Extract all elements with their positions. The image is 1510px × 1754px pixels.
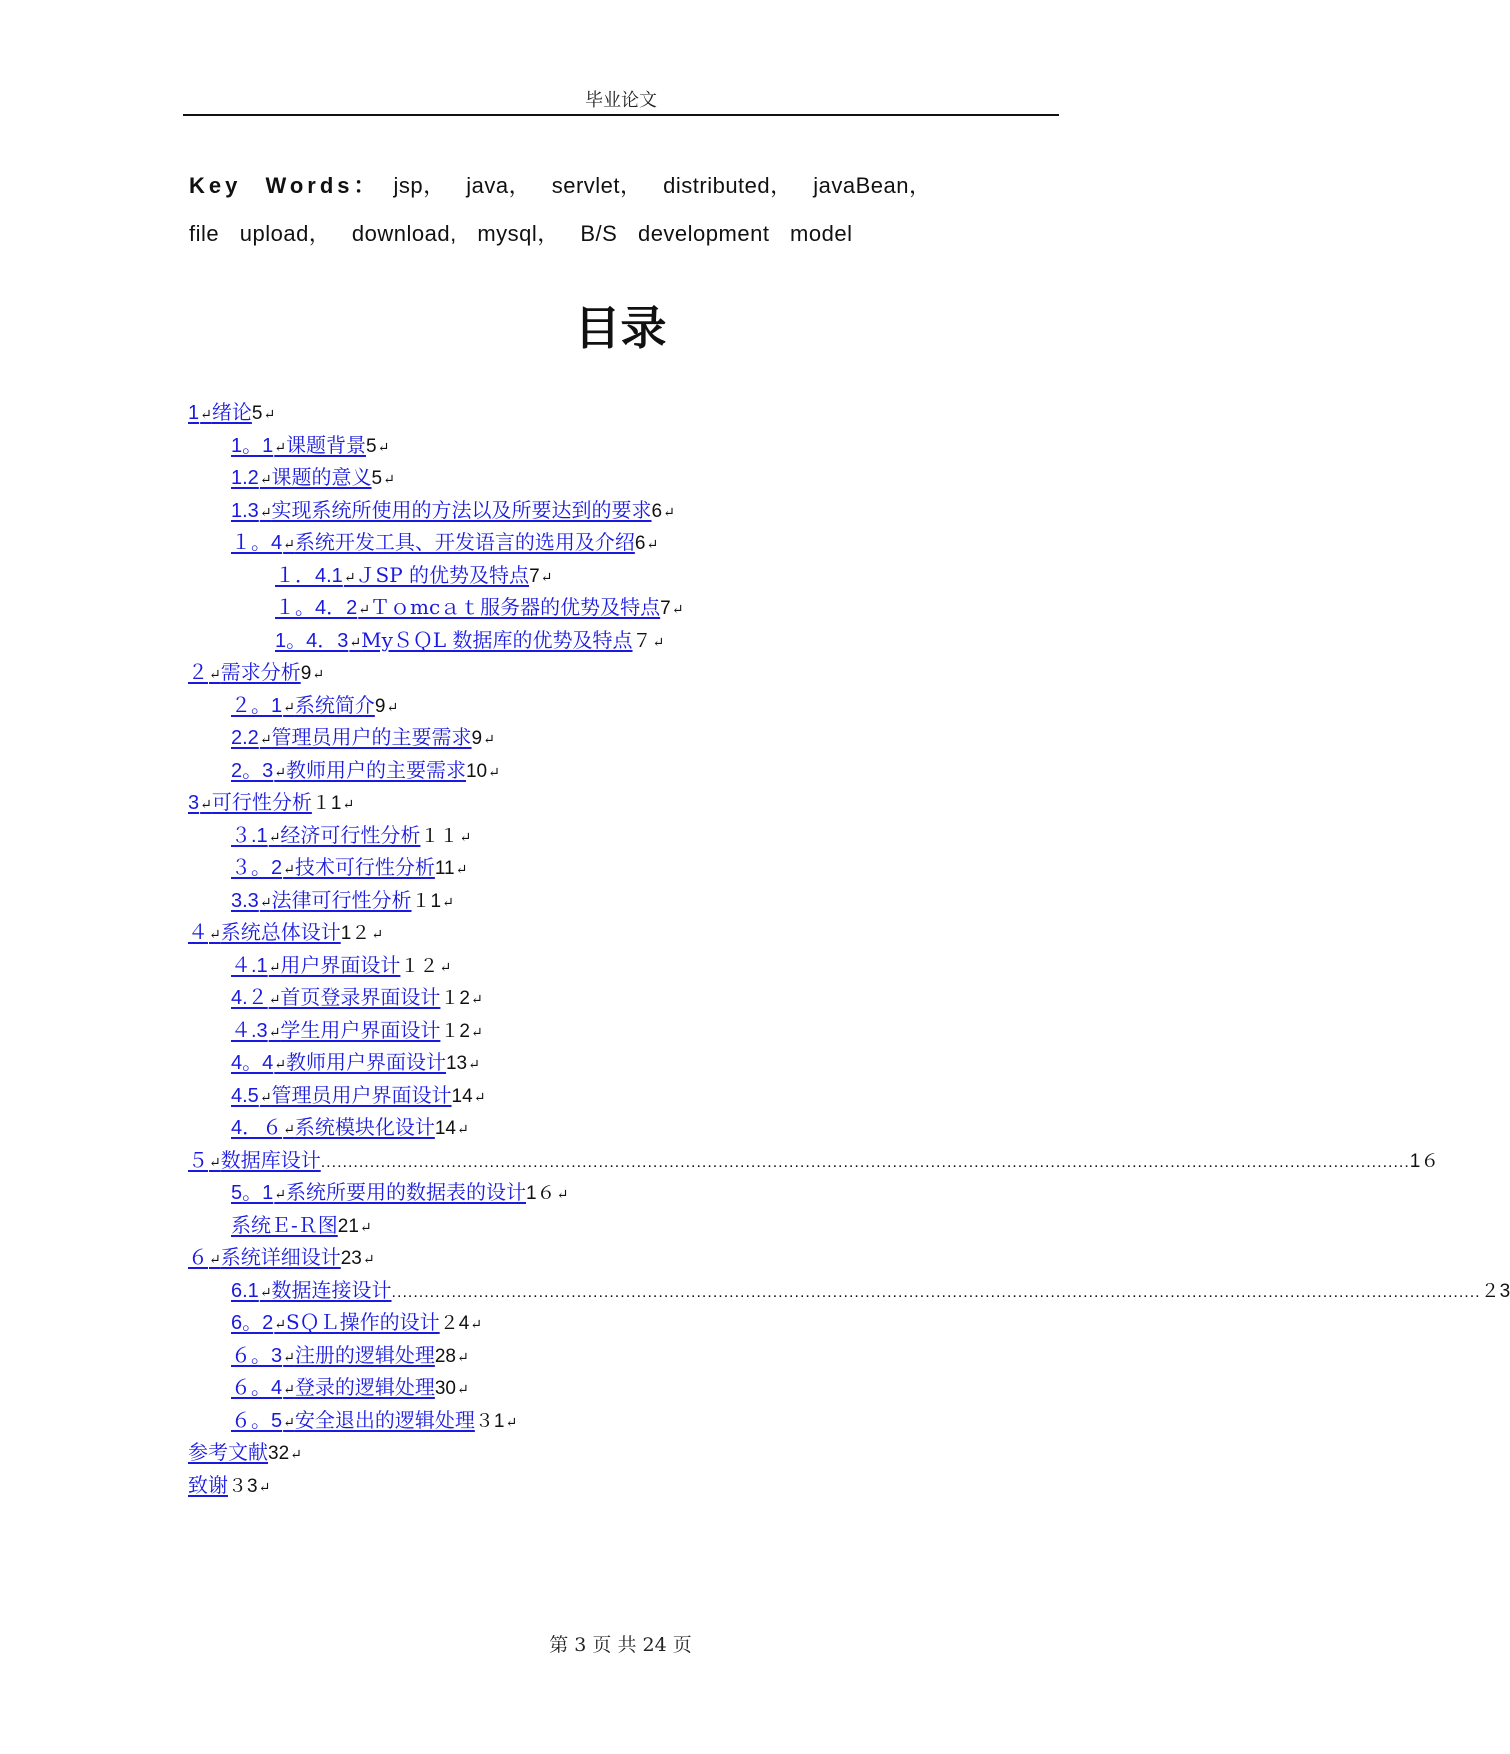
paragraph-mark: ↵ [274, 439, 286, 456]
toc-entry[interactable] [188, 918, 383, 946]
paragraph-mark: ↵ [259, 472, 272, 488]
toc-entry-page: 7 [529, 565, 540, 587]
toc-entry[interactable] [231, 886, 454, 914]
toc-entry-number: ５ [188, 1149, 208, 1172]
toc-entry[interactable] [231, 1341, 469, 1369]
toc-entry-page: 6 [634, 533, 646, 554]
toc-entry-link[interactable] [231, 496, 652, 527]
paragraph-mark: ↵ [283, 1122, 295, 1138]
toc-entry-number: ６。5 [231, 1409, 283, 1432]
toc-entry[interactable] [231, 1178, 568, 1206]
toc-entry-page: １1 [411, 890, 442, 912]
paragraph-mark: ↵ [457, 1349, 469, 1366]
toc-entry-number: ３。2 [231, 857, 283, 879]
toc-entry-title: SＱＬ操作的设计 [285, 1310, 440, 1334]
toc-entry-link[interactable] [231, 691, 375, 722]
toc-entry-title: 系统所要用的数据表的设计 [285, 1180, 526, 1204]
toc-entry-page: 9 [300, 663, 312, 684]
toc-entry-link[interactable] [188, 1438, 268, 1466]
toc-entry-number: 1。1 [231, 434, 274, 457]
toc-entry-page: 5 [365, 435, 377, 457]
paragraph-mark: ↵ [459, 829, 472, 846]
toc-entry-page: 5 [251, 403, 263, 424]
toc-entry[interactable] [231, 463, 395, 491]
toc-entry[interactable] [231, 821, 471, 849]
toc-entry[interactable] [231, 1406, 517, 1434]
toc-entry-title: 致谢 [188, 1472, 228, 1497]
toc-entry[interactable] [231, 723, 495, 751]
paragraph-mark: ↵ [377, 439, 390, 456]
toc-entry[interactable] [188, 788, 354, 816]
paragraph-mark: ↵ [457, 1122, 469, 1138]
toc-entry-title: 教师用户界面设计 [285, 1050, 446, 1074]
paragraph-mark: ↵ [468, 1057, 480, 1073]
paragraph-mark: ↵ [663, 504, 675, 521]
paragraph-mark: ↵ [343, 569, 356, 586]
toc-title: 目录 [574, 301, 667, 355]
paragraph-mark: ↵ [371, 927, 384, 943]
page-header: 毕业论文 [585, 90, 657, 111]
toc-entry-title: ＪSP 的优势及特点 [355, 562, 530, 587]
paragraph-mark: ↵ [283, 537, 295, 553]
paragraph-mark: ↵ [259, 732, 272, 748]
toc-entry-page: １１ [420, 825, 459, 847]
toc-entry-number: 1。4．3 [275, 629, 349, 652]
paragraph-mark: ↵ [274, 1057, 286, 1073]
toc-entry[interactable] [231, 1276, 1510, 1304]
toc-entry-page: １2 [440, 1020, 470, 1042]
toc-entry-title: 用户界面设计 [280, 952, 401, 977]
toc-entry-page: 14 [434, 1118, 456, 1139]
paragraph-mark: ↵ [349, 634, 362, 651]
toc-entry-number: ６ [188, 1247, 208, 1269]
toc-entry-page: ２4 [439, 1313, 470, 1334]
toc-entry-title: 参考文献 [188, 1440, 268, 1464]
toc-entry-page: 13 [445, 1053, 468, 1074]
paragraph-mark: ↵ [268, 959, 281, 976]
toc-entry-number: 1.2 [231, 467, 259, 489]
toc-entry[interactable] [275, 561, 552, 589]
toc-entry-title: 技术可行性分析 [294, 855, 435, 879]
toc-entry-link[interactable] [275, 561, 529, 592]
keywords-text-1: jsp， java， servlet， distributed， javaBean， [393, 173, 932, 198]
paragraph-mark: ↵ [455, 862, 468, 878]
toc-entry-title: 数据库设计 [220, 1147, 321, 1172]
toc-entry-title: 系统详细设计 [220, 1245, 341, 1269]
toc-entry[interactable] [231, 528, 658, 556]
paragraph-mark: ↵ [652, 634, 665, 651]
toc-entry[interactable] [188, 1243, 375, 1271]
paragraph-mark: ↵ [473, 1089, 486, 1106]
toc-entry-page: ３1 [474, 1410, 505, 1432]
toc-entry[interactable] [231, 1048, 480, 1076]
toc-entry-page: 21 [337, 1215, 359, 1237]
toc-entry-link[interactable] [231, 1341, 435, 1372]
toc-entry-title: 绪论 [211, 400, 252, 424]
paragraph-mark: ↵ [386, 699, 399, 716]
paragraph-mark: ↵ [209, 667, 221, 683]
toc-entry[interactable] [231, 1308, 482, 1336]
toc-entry-link[interactable] [231, 886, 412, 917]
paragraph-mark: ↵ [259, 1284, 272, 1301]
paragraph-mark: ↵ [209, 1252, 221, 1268]
paragraph-mark: ↵ [470, 1317, 482, 1333]
toc-entry[interactable] [188, 1438, 302, 1466]
toc-entry-link[interactable] [231, 1276, 392, 1307]
paragraph-mark: ↵ [471, 992, 483, 1008]
toc-entry-link[interactable] [231, 983, 440, 1014]
toc-entry-title: 经济可行性分析 [280, 822, 421, 847]
toc-entry-title: 系统总体设计 [220, 920, 341, 944]
keywords-line-1 [189, 162, 1069, 210]
paragraph-mark: ↵ [671, 602, 684, 618]
paragraph-mark: ↵ [259, 504, 272, 521]
paragraph-mark: ↵ [283, 1414, 295, 1431]
toc-entry-link[interactable] [231, 431, 366, 462]
paragraph-mark: ↵ [505, 1414, 518, 1431]
paragraph-mark: ↵ [200, 407, 212, 423]
toc-entry[interactable] [275, 593, 683, 621]
toc-entry-link[interactable] [188, 918, 341, 949]
toc-entry-page: １２ [400, 955, 439, 977]
toc-entry-title: 系统Ｅ-Ｒ图 [231, 1212, 338, 1237]
toc-entry-title: 课题的意义 [271, 465, 372, 489]
paragraph-mark: ↵ [358, 602, 370, 618]
toc-entry-link[interactable] [231, 1016, 440, 1047]
toc-entry-number: ４.1 [231, 954, 268, 977]
toc-entry-page: ３3 [228, 1475, 258, 1497]
toc-entry[interactable] [188, 1471, 270, 1499]
toc-entry-number: 6.1 [231, 1279, 259, 1302]
paragraph-mark: ↵ [274, 1187, 286, 1203]
toc-entry[interactable] [188, 1146, 1440, 1174]
paragraph-mark: ↵ [274, 1317, 286, 1333]
toc-entry-link[interactable] [275, 593, 660, 624]
toc-entry-page: 1２ [340, 923, 371, 944]
toc-entry-link[interactable] [231, 463, 372, 494]
toc-entry-page: 7 [660, 598, 671, 619]
paragraph-mark: ↵ [283, 862, 295, 878]
toc-entry-link[interactable] [231, 821, 420, 852]
toc-entry-number: ６。4 [231, 1377, 283, 1399]
toc-entry[interactable] [231, 1113, 469, 1141]
toc-entry-title: 系统开发工具、开发语言的选用及介绍 [294, 530, 635, 554]
toc-entry-page: 1６ [1409, 1150, 1440, 1172]
toc-entry-link[interactable] [231, 756, 466, 787]
paragraph-mark: ↵ [362, 1252, 375, 1268]
toc-entry-title: 注册的逻辑处理 [294, 1342, 435, 1367]
toc-entry[interactable] [231, 951, 451, 979]
toc-entry[interactable] [231, 431, 389, 459]
toc-entry-page: 9 [374, 695, 386, 717]
toc-entry-number: ４ [188, 922, 208, 944]
toc-entry-link[interactable] [231, 1308, 440, 1339]
toc-entry-link[interactable] [188, 398, 252, 429]
toc-entry-number: １。4．2 [275, 597, 358, 619]
toc-entry-page: １1 [311, 793, 342, 814]
toc-entry-number: ２ [188, 662, 208, 684]
toc-entry-number: 1.3 [231, 499, 259, 522]
toc-entry-number: １。4 [231, 532, 283, 554]
toc-entry-title: 登录的逻辑处理 [294, 1375, 435, 1399]
toc-entry-link[interactable] [231, 1406, 475, 1437]
paragraph-mark: ↵ [342, 797, 355, 813]
paragraph-mark: ↵ [209, 1154, 221, 1171]
toc-entry[interactable] [231, 1016, 483, 1044]
toc-entry[interactable] [231, 1373, 469, 1401]
keywords-block [189, 162, 1069, 258]
toc-entry-title: 法律可行性分析 [271, 887, 412, 912]
toc-entry-link[interactable] [231, 1113, 435, 1144]
toc-entry-link[interactable] [188, 1471, 228, 1499]
toc-entry-page: 23 [340, 1248, 362, 1269]
toc-entry-title: 实现系统所使用的方法以及所要达到的要求 [271, 497, 652, 522]
toc-entry-title: Ｔｏmcａｔ服务器的优势及特点 [369, 595, 661, 619]
toc-entry-page: １2 [440, 988, 470, 1009]
paragraph-mark: ↵ [259, 894, 272, 911]
toc-entry[interactable] [231, 983, 483, 1011]
toc-entry-number: 6。2 [231, 1312, 274, 1334]
toc-entry-title: 系统模块化设计 [294, 1115, 435, 1139]
toc-entry-link[interactable] [231, 1081, 452, 1112]
toc-entry-number: ２。1 [231, 694, 283, 717]
toc-entry-title: 首页登录界面设计 [280, 985, 441, 1009]
toc-entry-number: 2.2 [231, 727, 259, 749]
toc-entry-link[interactable] [231, 951, 400, 982]
toc-entry-link[interactable] [231, 528, 635, 559]
toc-entry-link[interactable] [231, 723, 472, 754]
toc-entry-page: ２3 [1480, 1280, 1510, 1302]
paragraph-mark: ↵ [258, 1479, 271, 1496]
toc-entry-link[interactable] [188, 788, 312, 819]
paragraph-mark: ↵ [556, 1187, 569, 1203]
toc-entry-number: 2。3 [231, 759, 274, 782]
toc-entry-number: 4.２ [231, 987, 268, 1009]
paragraph-mark: ↵ [488, 764, 500, 781]
paragraph-mark: ↵ [383, 472, 395, 488]
toc-entry-number: ６。3 [231, 1344, 283, 1367]
toc-leader-dots: ........................................................................................................................................................................................................ [391, 1283, 1481, 1301]
toc-entry-page: 30 [434, 1378, 456, 1399]
toc-entry-title: 可行性分析 [211, 790, 312, 814]
toc-entry-page: 14 [451, 1085, 473, 1107]
toc-entry-link[interactable] [231, 1373, 435, 1404]
toc-entry-number: 4．６ [231, 1117, 283, 1139]
paragraph-mark: ↵ [483, 732, 495, 748]
toc-entry-page: 5 [371, 468, 383, 489]
toc-entry[interactable] [188, 658, 324, 686]
paragraph-mark: ↵ [200, 797, 212, 813]
paragraph-mark: ↵ [471, 1024, 483, 1041]
toc-entry-link[interactable] [231, 853, 435, 884]
toc-entry[interactable] [188, 398, 275, 426]
paragraph-mark: ↵ [259, 1089, 272, 1106]
toc-entry-page: ７ [632, 630, 652, 652]
toc-entry-link[interactable] [275, 626, 633, 657]
toc-entry-page: 1６ [525, 1183, 556, 1204]
toc-entry-page: 10 [465, 760, 488, 782]
toc-entry-title: 系统简介 [294, 692, 375, 717]
toc-entry-title: 数据连接设计 [271, 1277, 392, 1302]
toc-entry-page: 11 [434, 858, 455, 879]
toc-entry-number: １．4.1 [275, 564, 343, 587]
toc-entry-title: 需求分析 [220, 660, 301, 684]
paragraph-mark: ↵ [442, 894, 454, 911]
toc-entry-link[interactable] [188, 1146, 321, 1177]
paragraph-mark: ↵ [263, 407, 276, 423]
toc-entry-number: 5。1 [231, 1182, 274, 1204]
toc-entry-number: 1 [188, 402, 200, 424]
toc-entry-link[interactable] [188, 658, 301, 689]
toc-entry-title: 管理员用户的主要需求 [271, 725, 472, 749]
paragraph-mark: ↵ [283, 1382, 295, 1398]
paragraph-mark: ↵ [268, 992, 281, 1008]
toc-entry-title: 教师用户的主要需求 [285, 757, 466, 782]
toc-entry[interactable] [231, 496, 675, 524]
toc-entry-title: MyＳＱL 数据库的优势及特点 [361, 627, 633, 652]
paragraph-mark: ↵ [283, 1349, 295, 1366]
toc-entry[interactable] [275, 626, 664, 654]
toc-entry-title: 课题背景 [285, 432, 366, 457]
toc-entry[interactable] [231, 756, 500, 784]
paragraph-mark: ↵ [268, 1024, 281, 1041]
paragraph-mark: ↵ [283, 699, 295, 716]
paragraph-mark: ↵ [540, 569, 553, 586]
toc-entry[interactable] [231, 1211, 372, 1239]
paragraph-mark: ↵ [290, 1447, 302, 1463]
toc-leader-dots: ........................................................................................................................................................................................................ [320, 1153, 1410, 1171]
paragraph-mark: ↵ [209, 927, 221, 943]
toc-entry-number: 3 [188, 792, 200, 814]
toc-entry-title: 学生用户界面设计 [280, 1017, 441, 1042]
toc-entry-number: ４.3 [231, 1019, 268, 1042]
toc-entry-page: 32 [268, 1443, 290, 1464]
toc-entry-link[interactable] [188, 1243, 341, 1274]
paragraph-mark: ↵ [359, 1219, 372, 1236]
toc-entry-link[interactable] [231, 1048, 446, 1079]
toc-entry-page: 28 [434, 1345, 456, 1367]
page-footer: 第 3 页 共 24 页 [549, 1634, 692, 1656]
toc-entry[interactable] [231, 1081, 485, 1109]
toc-entry-number: ３.1 [231, 824, 268, 847]
toc-entry-title: 安全退出的逻辑处理 [294, 1407, 475, 1432]
header-rule [183, 114, 1059, 116]
toc-entry[interactable] [231, 691, 398, 719]
toc-entry[interactable] [231, 853, 467, 881]
toc-entry-number: 4.5 [231, 1084, 259, 1107]
toc-entry-number: 4。4 [231, 1052, 274, 1074]
paragraph-mark: ↵ [439, 959, 452, 976]
toc-entry-link[interactable] [231, 1211, 338, 1239]
toc-entry-title: 管理员用户界面设计 [271, 1082, 452, 1107]
toc-entry-page: 9 [471, 728, 483, 749]
paragraph-mark: ↵ [274, 764, 286, 781]
paragraph-mark: ↵ [457, 1382, 469, 1398]
paragraph-mark: ↵ [268, 829, 281, 846]
paragraph-mark: ↵ [312, 667, 325, 683]
toc-entry-link[interactable] [231, 1178, 526, 1209]
keywords-line-2: file upload， download, mysql， B/S development model [189, 221, 853, 246]
paragraph-mark: ↵ [646, 537, 659, 553]
keywords-label: Key Words： [189, 173, 380, 198]
toc-entry-page: 6 [651, 500, 663, 522]
toc-entry-number: 3.3 [231, 889, 259, 912]
